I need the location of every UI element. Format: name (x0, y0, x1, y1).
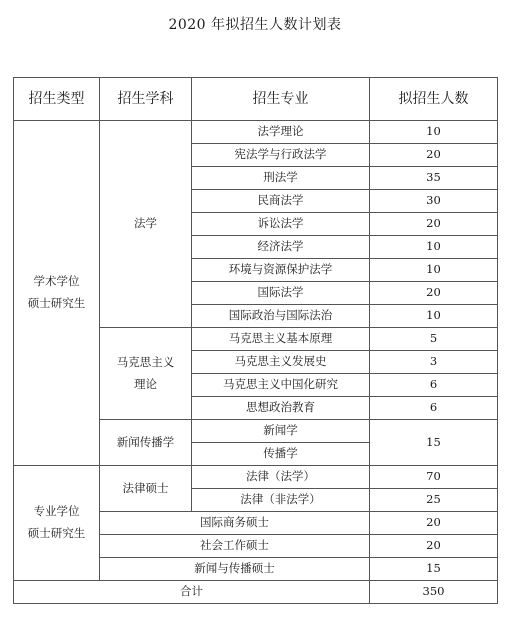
count-cell: 70 (370, 466, 498, 489)
header-type: 招生类型 (14, 78, 100, 121)
major-cell: 国际法学 (192, 282, 370, 305)
major-cell: 国际商务硕士 (100, 512, 370, 535)
count-cell: 3 (370, 351, 498, 374)
table-row (14, 121, 498, 144)
major-cell: 社会工作硕士 (100, 535, 370, 558)
table-header-row (14, 78, 498, 121)
count-cell: 10 (370, 121, 498, 144)
group-professional: 专业学位 硕士研究生 (14, 466, 100, 581)
total-label: 合计 (14, 581, 370, 604)
header-major: 招生专业 (192, 78, 370, 121)
discipline-jm: 法律硕士 (100, 466, 192, 512)
discipline-law: 法学 (100, 121, 192, 328)
group-academic: 学术学位 硕士研究生 (14, 121, 100, 466)
discipline-journalism: 新闻传播学 (100, 420, 192, 466)
enrollment-plan-table (13, 77, 498, 604)
table-row (14, 466, 498, 489)
major-cell: 法学理论 (192, 121, 370, 144)
major-cell: 法律（法学） (192, 466, 370, 489)
total-row (14, 581, 498, 604)
header-discipline: 招生学科 (100, 78, 192, 121)
count-cell: 5 (370, 328, 498, 351)
count-cell: 30 (370, 190, 498, 213)
major-cell: 刑法学 (192, 167, 370, 190)
major-cell: 新闻学 (192, 420, 370, 443)
count-cell: 20 (370, 282, 498, 305)
count-cell: 25 (370, 489, 498, 512)
major-cell: 宪法学与行政法学 (192, 144, 370, 167)
major-cell: 新闻与传播硕士 (100, 558, 370, 581)
count-cell: 15 (370, 558, 498, 581)
count-cell: 6 (370, 397, 498, 420)
major-cell: 马克思主义基本原理 (192, 328, 370, 351)
page-title: 2020 年拟招生人数计划表 (168, 17, 342, 33)
major-cell: 经济法学 (192, 236, 370, 259)
major-cell: 法律（非法学） (192, 489, 370, 512)
count-cell: 6 (370, 374, 498, 397)
count-cell-journalism: 15 (370, 420, 498, 466)
count-cell: 20 (370, 512, 498, 535)
major-cell: 马克思主义发展史 (192, 351, 370, 374)
major-cell: 思想政治教育 (192, 397, 370, 420)
major-cell: 马克思主义中国化研究 (192, 374, 370, 397)
major-cell: 民商法学 (192, 190, 370, 213)
major-cell: 国际政治与国际法治 (192, 305, 370, 328)
count-cell: 20 (370, 144, 498, 167)
count-cell: 35 (370, 167, 498, 190)
count-cell: 10 (370, 305, 498, 328)
total-value: 350 (370, 581, 498, 604)
header-count: 拟招生人数 (370, 78, 498, 121)
count-cell: 10 (370, 259, 498, 282)
discipline-marxism: 马克思主义 理论 (100, 328, 192, 420)
major-cell: 诉讼法学 (192, 213, 370, 236)
major-cell: 传播学 (192, 443, 370, 466)
count-cell: 10 (370, 236, 498, 259)
major-cell: 环境与资源保护法学 (192, 259, 370, 282)
count-cell: 20 (370, 535, 498, 558)
count-cell: 20 (370, 213, 498, 236)
